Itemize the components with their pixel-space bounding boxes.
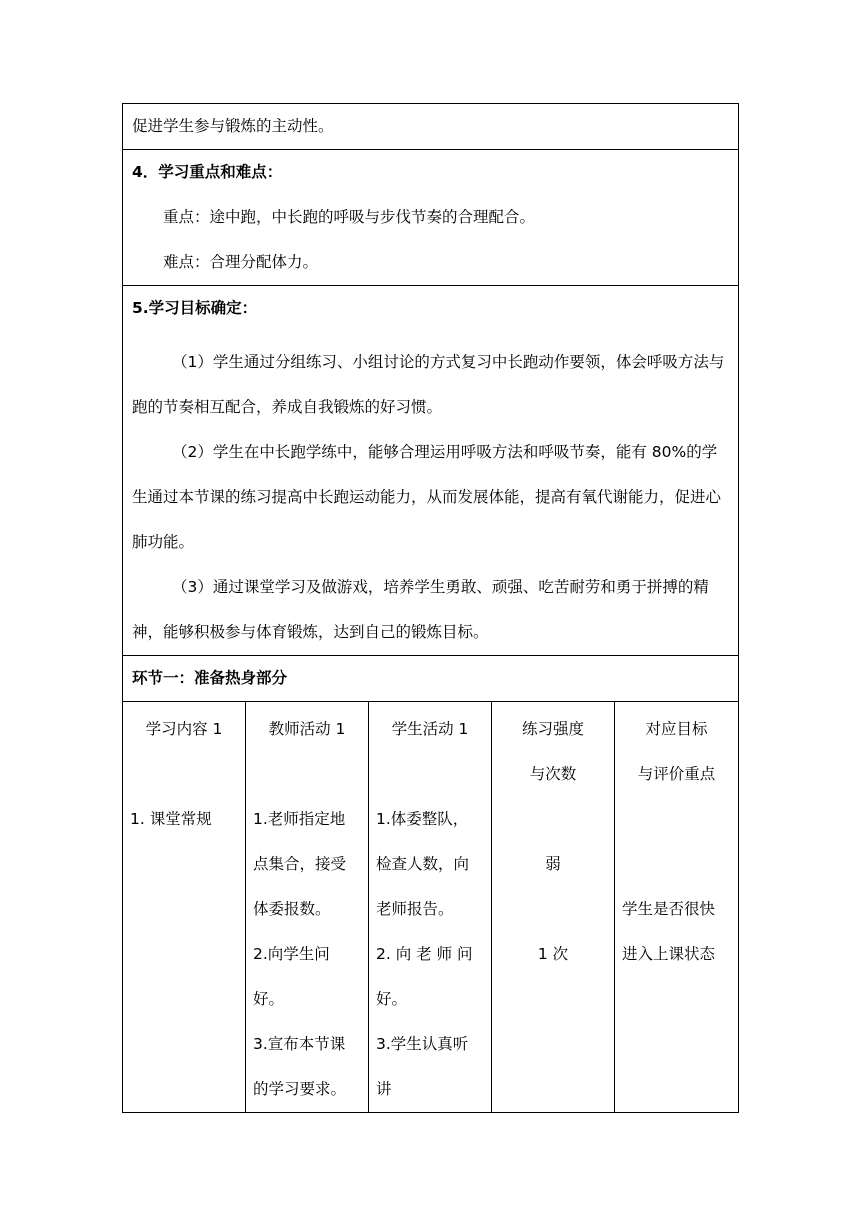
intro-cell — [123, 104, 739, 150]
student-line: 好。 — [376, 990, 408, 1008]
student-line: 讲 — [376, 1080, 392, 1098]
activity-row — [123, 702, 739, 1113]
intensity-column — [492, 702, 615, 1113]
intensity-level: 弱 — [545, 855, 561, 873]
teacher-header: 教师活动 1 — [268, 720, 346, 738]
objectives-cell — [123, 286, 739, 656]
content-header: 学习内容 1 — [145, 720, 223, 738]
intro-text: 促进学生参与锻炼的主动性。 — [132, 117, 334, 135]
key-points-cell — [123, 150, 739, 286]
target-header-line1: 对应目标 — [645, 720, 708, 738]
teacher-line: 的学习要求。 — [253, 1080, 347, 1098]
lesson-plan-table — [122, 103, 739, 1113]
content-item: 1. 课堂常规 — [130, 810, 212, 828]
target-line: 学生是否很快 — [622, 900, 716, 918]
student-line: 2. 向 老 师 问 — [376, 945, 473, 963]
teacher-column — [246, 702, 369, 1113]
key-points-heading: 4．学习重点和难点： — [132, 163, 283, 181]
student-line: 1.体委整队， — [376, 810, 469, 828]
intensity-count: 1 次 — [537, 945, 569, 963]
teacher-line: 点集合，接受 — [253, 855, 347, 873]
teacher-line: 1.老师指定地 — [253, 810, 346, 828]
section-row — [123, 656, 739, 702]
section-heading: 环节一：准备热身部分 — [132, 669, 288, 687]
student-column — [369, 702, 492, 1113]
teacher-line: 体委报数。 — [253, 900, 331, 918]
target-column — [615, 702, 739, 1113]
student-line: 检查人数，向 — [376, 855, 470, 873]
content-column — [123, 702, 246, 1113]
objectives-heading: 5.学习目标确定： — [132, 299, 258, 317]
intensity-header-line1: 练习强度 — [521, 720, 584, 738]
objective-item-2: （2）学生在中长跑学练中，能够合理运用呼吸方法和呼吸节奏，能有 80%的学生通过本节课的练习提高中长跑运动能力，从而发展体能，提高有氧代谢能力，促进心肺功能。 — [132, 443, 722, 551]
section-cell — [123, 656, 739, 702]
key-points-row — [123, 150, 739, 286]
intensity-header-line2: 与次数 — [529, 765, 577, 783]
intro-row — [123, 104, 739, 150]
target-header-line2: 与评价重点 — [637, 765, 716, 783]
teacher-line: 2.向学生问 — [253, 945, 330, 963]
objective-item-3: （3）通过课堂学习及做游戏，培养学生勇敢、顽强、吃苦耐劳和勇于拼搏的精神，能够积极参与体育锻炼，达到自己的锻炼目标。 — [132, 578, 709, 641]
key-points-focus: 重点：途中跑，中长跑的呼吸与步伐节奏的合理配合。 — [163, 208, 536, 226]
objectives-row — [123, 286, 739, 656]
target-line: 进入上课状态 — [622, 945, 716, 963]
teacher-line: 3.宣布本节课 — [253, 1035, 346, 1053]
student-line: 老师报告。 — [376, 900, 454, 918]
key-points-difficulty: 难点：合理分配体力。 — [163, 253, 319, 271]
teacher-line: 好。 — [253, 990, 285, 1008]
objective-item-1: （1）学生通过分组练习、小组讨论的方式复习中长跑动作要领，体会呼吸方法与跑的节奏相互配合，养成自我锻炼的好习惯。 — [132, 353, 725, 416]
student-line: 3.学生认真听 — [376, 1035, 469, 1053]
student-header: 学生活动 1 — [391, 720, 469, 738]
